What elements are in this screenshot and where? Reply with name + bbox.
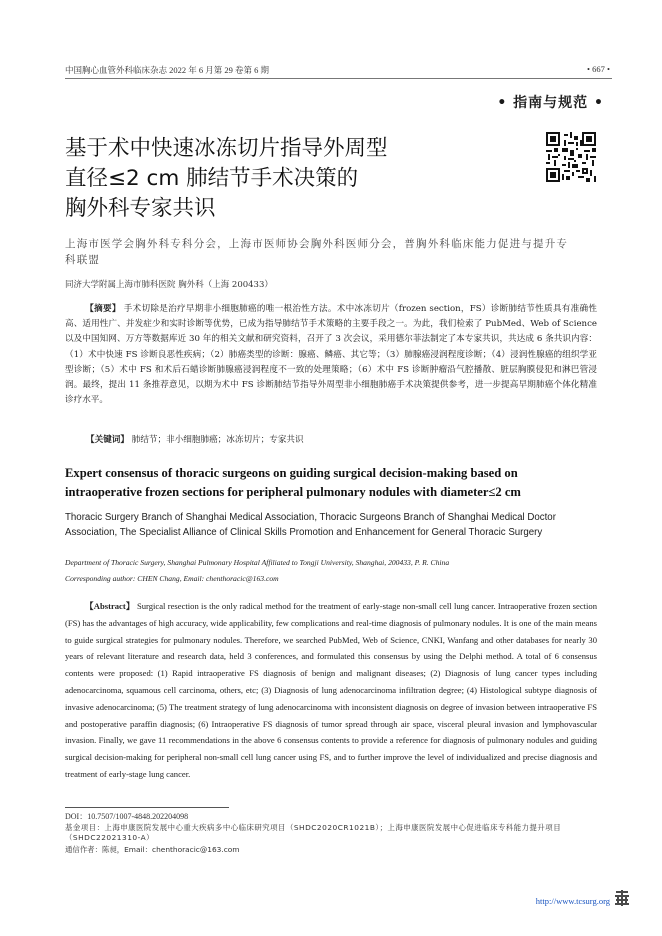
title-line-3: 胸外科专家共识: [65, 196, 216, 221]
funding-note: 基金项目：上海申康医院发展中心重大疾病多中心临床研究项目（SHDC2020CR1021B）；上海申康医院发展中心促进临床专科能力提升项目（SHDC22021310-A）: [65, 823, 562, 843]
header-rule: [65, 78, 612, 79]
authors-cn: 上海市医学会胸外科专科分会，上海市医师协会胸外科医师分会，普胸外科临床能力促进与提升专科联盟: [65, 238, 569, 266]
title-line-1: 基于术中快速冰冻切片指导外周型: [65, 136, 388, 161]
corresponding-note: 通信作者：陈昶，Email：chenthoracic@163.com: [65, 845, 240, 854]
qr-code-icon: [546, 132, 596, 182]
title-line-2: 直径≤2 cm 肺结节手术决策的: [65, 166, 359, 191]
section-tag: • 指南与规范 •: [497, 95, 604, 111]
article-title-cn: [65, 134, 485, 224]
journal-url-link[interactable]: http://www.tcsurg.org: [535, 896, 610, 906]
authors-en: Thoracic Surgery Branch of Shanghai Medical Association, Thoracic Surgeons Branch of Shanghai Medical Doctor Association, The Specialist Alliance of Clinical Skills Promotion and Enhancement for General Thoracic Surgery: [65, 512, 556, 538]
affiliation-cn: 同济大学附属上海市肺科医院 胸外科（上海 200433）: [65, 280, 273, 290]
keywords-cn-label: 【关键词】: [86, 435, 129, 445]
journal-logo-icon: [614, 890, 630, 906]
page-number: • 667 •: [587, 64, 610, 74]
abstract-cn-text: 手术切除是治疗早期非小细胞肺癌的唯一根治性方法。术中冰冻切片（frozen section，FS）诊断肺结节性质具有准确性高、适用性广、并发症少和实时诊断等优势，已成为指导肺结节手术策略的主要手段之一。为此，我们检索了 PubMed、Web of Science 以及中国知网、万方等数据库近 30 年的相关文献和研究资料，召开了 3 次会议，采用德尔菲法制定了本专家共识，共达成 6 条共识内容：（1）术中快速 FS 诊断良恶性疾病；（2）肺癌类型的诊断：腺癌、鳞癌、其它等；（3）肺腺癌浸润程度诊断；（4）浸润性腺癌的组织学亚型诊断；（5）术中 FS 和术后石蜡诊断肺腺癌浸润程度不一致的处理策略；（6）术中 FS 诊断肿瘤沿气腔播散、脏层胸膜侵犯和淋巴管浸润。最终，提出 11 条推荐意见，以期为术中 FS 诊断肺结节指导外周型非小细胞肺癌手术决策提供参考，进一步提高早期肺癌个体化精准诊疗水平。: [65, 304, 597, 406]
corresponding-author-en: Corresponding author: CHEN Chang, Email: chenthoracic@163.com: [65, 574, 279, 583]
abstract-cn-label: 【摘要】: [85, 304, 121, 314]
journal-header: 中国胸心血管外科临床杂志 2022 年 6 月第 29 卷第 6 期: [65, 65, 270, 75]
abstract-en-text: Surgical resection is the only radical method for the treatment of early-stage non-small cell lung cancer. Intraoperative frozen section (FS) has the advantages of high accuracy, wide applicability, few complications and real-time diagnosis of pulmonary nodules. It is one of the main means to guide surgical strategies for pulmonary nodules. Therefore, we searched PubMed, Web of Science, CNKI, Wanfang and other databases for nearly 30 years of relevant literature and research data, held 3 conferences, and formulated this consensus by using the Delphi method. A total of 6 consensus contents were proposed: (1) Rapid intraoperative FS diagnosis of benign and malignant diseases; (2) Diagnosis of lung cancer types including adenocarcinoma, squamous cell carcinoma, others, etc; (3) Diagnosis of lung adenocarcinoma infiltration degree; (4) Histological subtype diagnosis of invasive adenocarcinoma; (5) The treatment strategy of lung adenocarcinoma with inconsistent diagnosis on degree of invasion between intraoperative FS and postoperative paraffin diagnosis; (6) Intraoperative FS diagnosis of tumor spread through air space, visceral pleural invasion and lymphovascular invasion. Finally, we gave 11 recommendations in the above 6 consensus contents to provide a reference for diagnosis of pulmonary nodules and guiding surgical decision-making for peripheral non-small cell lung cancer using FS, and to further improve the level of individualized and precise diagnosis and treatment of early-stage lung cancer.: [65, 601, 598, 779]
keywords-cn: [86, 433, 586, 445]
abstract-en: [65, 598, 597, 783]
abstract-en-label: 【Abstract】: [85, 601, 135, 611]
footnote-rule: [65, 807, 229, 808]
doi-link[interactable]: DOI：10.7507/1007-4848.202204098: [65, 812, 189, 821]
keywords-cn-text: 肺结节；非小细胞肺癌；冰冻切片；专家共识: [131, 435, 304, 445]
department-en: Department of Thoracic Surgery, Shanghai Pulmonary Hospital Affiliated to Tongji University, Shanghai, 200433, P. R. China: [65, 558, 450, 567]
abstract-cn: [65, 302, 597, 408]
article-title-en: Expert consensus of thoracic surgeons on guiding surgical decision-making based on intraoperative frozen sections for peripheral pulmonary nodules with diameter≤2 cm: [65, 466, 521, 499]
